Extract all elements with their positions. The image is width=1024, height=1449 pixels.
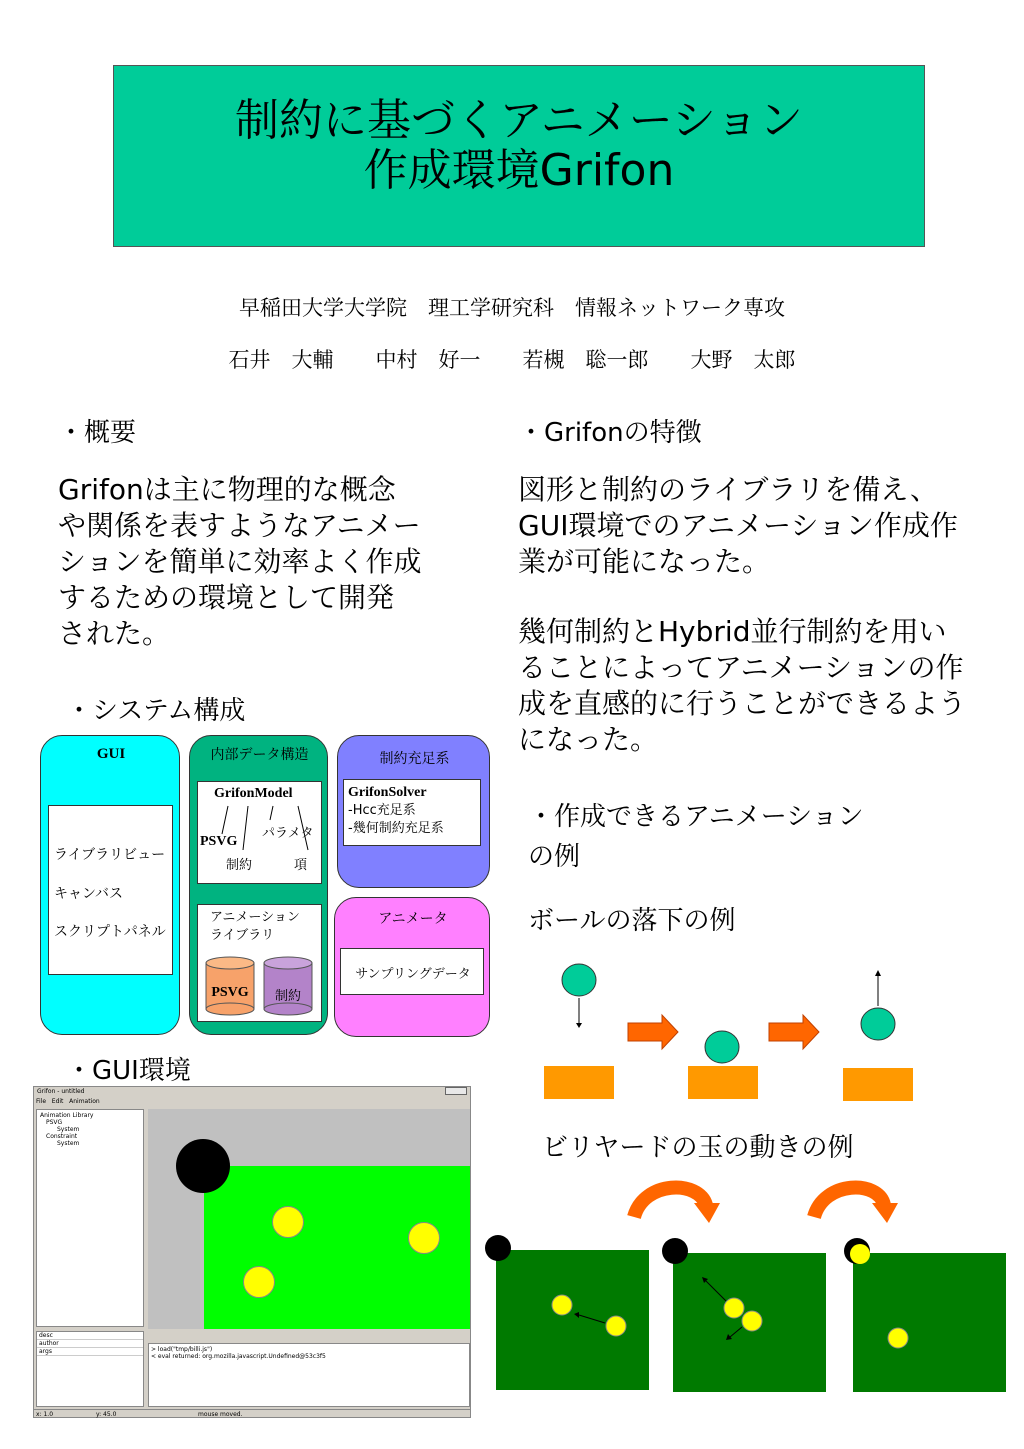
yellow-ball[interactable] bbox=[243, 1266, 275, 1298]
features-line: GUI環境でのアニメーション作成作 bbox=[518, 509, 958, 542]
status-x: x: 1.0 bbox=[36, 1411, 54, 1418]
prop-row: args bbox=[37, 1348, 143, 1356]
prop-row: author bbox=[37, 1340, 143, 1348]
gui-box-title: GUI bbox=[96, 746, 126, 762]
features-line: になった。 bbox=[518, 723, 659, 756]
internal-box-title: 内部データ構造 bbox=[210, 747, 309, 763]
features-p1 bbox=[518, 472, 1018, 580]
solver-line: GrifonSolver bbox=[348, 785, 427, 800]
title-box bbox=[113, 65, 925, 247]
title-line1: 制約に基づくアニメーション bbox=[234, 95, 804, 146]
menu-edit[interactable]: Edit bbox=[51, 1098, 64, 1105]
black-ball[interactable] bbox=[176, 1139, 230, 1193]
system-heading: ・システム構成 bbox=[66, 696, 246, 726]
cylinder-psvg: PSVG bbox=[211, 985, 249, 1000]
features-line: 成を直感的に行うことができるよう bbox=[518, 687, 967, 720]
overview-line: するための環境として開発 bbox=[58, 581, 395, 614]
param-label: パラメタ bbox=[262, 826, 314, 841]
features-p2 bbox=[518, 614, 1018, 758]
animator-box bbox=[334, 897, 490, 1037]
window-titlebar bbox=[34, 1087, 470, 1096]
ball-drop-diagram bbox=[540, 960, 920, 1105]
window-controls[interactable] bbox=[445, 1087, 467, 1095]
billiard-diagram bbox=[484, 1175, 1014, 1397]
features-line: 図形と制約のライブラリを備え、 bbox=[518, 473, 939, 506]
billiard-label: ビリヤードの玉の動きの例 bbox=[542, 1133, 854, 1163]
tree-item[interactable]: System bbox=[57, 1140, 80, 1147]
examples-heading-line: ・作成できるアニメーション bbox=[528, 802, 864, 832]
tree-item[interactable]: Constraint bbox=[46, 1133, 78, 1140]
gui-item: キャンバス bbox=[54, 886, 124, 902]
examples-heading-line: の例 bbox=[528, 842, 581, 872]
authors: 石井 大輔 中村 好一 若槻 聡一郎 大野 太郎 bbox=[228, 348, 796, 372]
menu-animation[interactable]: Animation bbox=[69, 1098, 100, 1105]
menu-bar bbox=[36, 1098, 100, 1105]
gui-item: スクリプトパネル bbox=[54, 924, 166, 940]
model-label: GrifonModel bbox=[214, 786, 293, 801]
prop-row: desc bbox=[37, 1332, 143, 1340]
status-y: y: 45.0 bbox=[96, 1411, 117, 1418]
overview-line: された。 bbox=[58, 617, 171, 650]
sample-label: サンプリングデータ bbox=[355, 967, 471, 982]
status-message: mouse moved. bbox=[198, 1411, 243, 1418]
overview-line: Grifonは主に物理的な概念 bbox=[58, 473, 396, 506]
cylinder-constraint: 制約 bbox=[274, 989, 301, 1004]
properties-table bbox=[36, 1331, 144, 1407]
solver-box-title: 制約充足系 bbox=[379, 751, 450, 767]
affiliation: 早稲田大学大学院 理工学研究科 情報ネットワーク専攻 bbox=[239, 296, 785, 320]
yellow-ball[interactable] bbox=[408, 1222, 440, 1254]
solver-box bbox=[337, 735, 490, 888]
features-line: 業が可能になった。 bbox=[518, 545, 771, 578]
features-line: 幾何制約とHybrid並行制約を用い bbox=[518, 615, 947, 648]
term-label: 項 bbox=[294, 858, 308, 873]
psvg-label: PSVG bbox=[200, 834, 238, 849]
menu-file[interactable]: File bbox=[36, 1098, 47, 1105]
features-line: ることによってアニメーションの作 bbox=[518, 651, 964, 684]
app-window bbox=[33, 1086, 471, 1418]
gui-panel bbox=[48, 805, 173, 975]
solver-lines bbox=[348, 784, 444, 838]
model-panel bbox=[197, 781, 322, 884]
internal-box bbox=[189, 735, 328, 1035]
console-line: < eval returned: org.mozilla.javascript.Undefined@53c3f5 bbox=[151, 1353, 326, 1360]
anim-lib-line: アニメーション bbox=[210, 910, 300, 925]
examples-heading bbox=[528, 797, 864, 877]
overview-line: ションを簡単に効率よく作成 bbox=[58, 545, 422, 578]
console-line: > load("tmp/billi.js") bbox=[151, 1346, 213, 1353]
anim-lib-line: ライブラリ bbox=[210, 928, 275, 943]
tree-item[interactable]: System bbox=[57, 1126, 80, 1133]
solver-panel bbox=[343, 779, 481, 846]
gui-item: ライブラリビュー bbox=[54, 847, 166, 863]
overview-text bbox=[58, 472, 488, 652]
anim-lib-panel bbox=[197, 904, 322, 1022]
solver-line: -幾何制約充足系 bbox=[348, 821, 444, 836]
script-console[interactable] bbox=[148, 1343, 470, 1407]
animator-box-title: アニメータ bbox=[378, 911, 448, 927]
sample-panel bbox=[340, 948, 484, 995]
gui-box bbox=[40, 735, 180, 1035]
overview-heading: ・概要 bbox=[58, 418, 137, 448]
tree-item[interactable]: Animation Library bbox=[40, 1112, 94, 1119]
solver-line: -Hcc充足系 bbox=[348, 803, 416, 818]
canvas[interactable] bbox=[148, 1109, 470, 1329]
ball-drop-label: ボールの落下の例 bbox=[528, 906, 736, 936]
overview-line: や関係を表すようなアニメー bbox=[58, 509, 421, 542]
status-bar bbox=[34, 1409, 470, 1419]
title-line2: 作成環境Grifon bbox=[363, 145, 675, 196]
library-tree[interactable] bbox=[36, 1109, 144, 1327]
constraint-label: 制約 bbox=[226, 858, 253, 873]
tree-item[interactable]: PSVG bbox=[46, 1119, 63, 1126]
yellow-ball[interactable] bbox=[272, 1206, 304, 1238]
features-heading: ・Grifonの特徴 bbox=[518, 418, 702, 448]
gui-env-heading: ・GUI環境 bbox=[66, 1056, 191, 1086]
cylinders bbox=[198, 905, 323, 1023]
window-title: Grifon - untitled bbox=[37, 1088, 85, 1095]
